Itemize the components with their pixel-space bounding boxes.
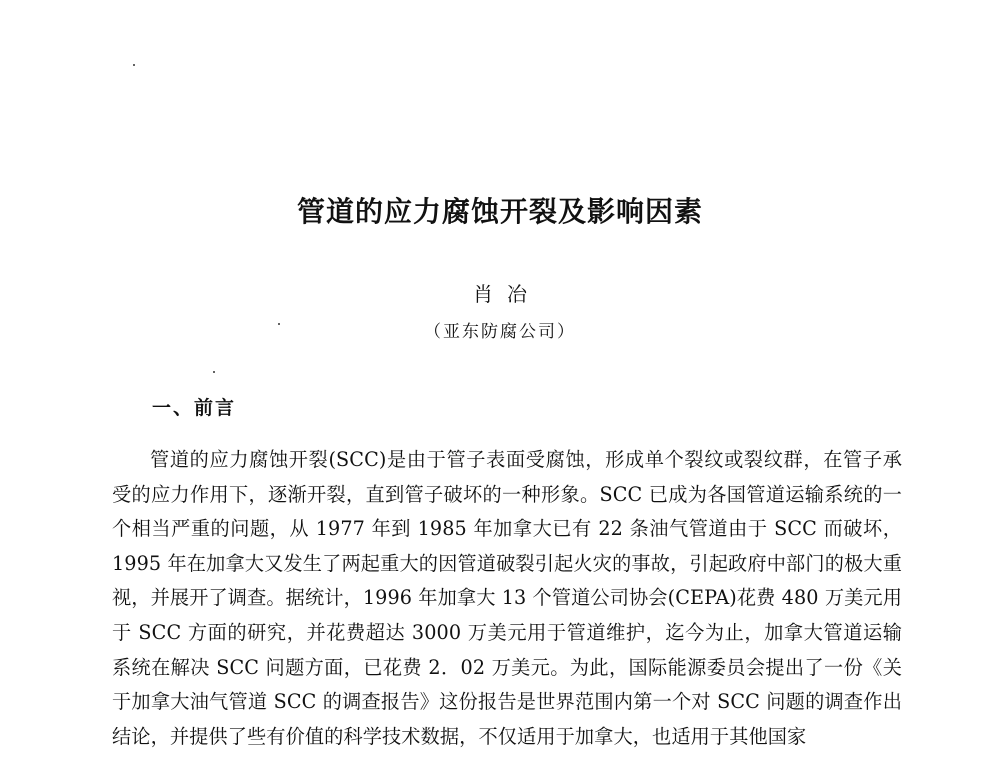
section-title: 前言 bbox=[194, 397, 237, 419]
section-heading bbox=[152, 393, 236, 420]
article-title: 管道的应力腐蚀开裂及影响因素 bbox=[296, 195, 703, 228]
scan-speck bbox=[213, 371, 215, 373]
body-paragraph: 管道的应力腐蚀开裂(SCC)是由于管子表面受腐蚀，形成单个裂纹或裂纹群，在管子承受的应力作用下，逐渐开裂，直到管子破坏的一种形象。SCC 已成为各国管道运输系统的一个相当严重的问题，从 1977 年到 1985 年加拿大已有 22 条油气管道由于 SCC 而破坏，1995 年在加拿大又发生了两起重大的因管道破裂引起火灾的事故，引起政府中部门的极大重视，并展开了调查。据统计，1996 年加拿大 13 个管道公司协会(CEPA)花费 480 万美元用于 SCC 方面的研究，并花费超达 3000 万美元用于管道维护，迄今为止，加拿大管道运输系统在解决 SCC 问题方面，已花费 2．02 万美元。为此，国际能源委员会提出了一份《关于加拿大油气管道 SCC 的调查报告》这份报告是世界范围内第一个对 SCC 问题的调查作出结论，并提供了些有价值的科学技术数据，不仅适用于加拿大，也适用于其他国家 bbox=[112, 448, 902, 748]
section-number: 一、 bbox=[152, 397, 195, 419]
author-affiliation: （亚东防腐公司） bbox=[424, 322, 576, 342]
author-name: 肖冶 bbox=[473, 282, 541, 306]
scan-speck bbox=[133, 64, 135, 66]
